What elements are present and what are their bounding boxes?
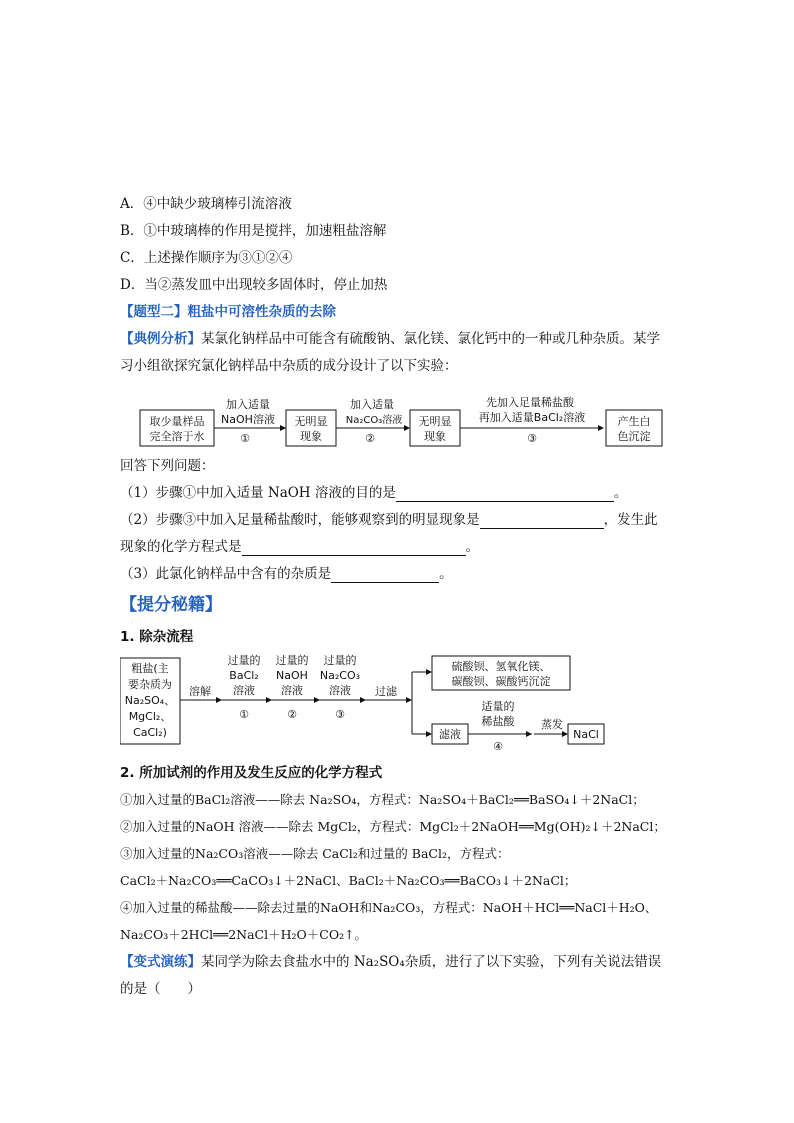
flow2-r1-step: ① bbox=[239, 708, 249, 721]
question-2-line-2 bbox=[120, 538, 479, 556]
flow2-arrowhead-filtrate bbox=[426, 731, 432, 737]
flow1-box1-line2: 完全溶于水 bbox=[149, 430, 205, 443]
question-2-line2-end: 。 bbox=[465, 539, 479, 555]
question-1-text: （1）步骤①中加入适量 NaOH 溶液的目的是 bbox=[120, 485, 396, 501]
flow1-box3-line1: 无明显 bbox=[418, 415, 452, 428]
example-text-1: 某氯化钠样品中可能含有硫酸钠、氯化镁、氯化钙中的一种或几种杂质。某学 bbox=[201, 331, 660, 347]
answer-blank-3[interactable] bbox=[242, 541, 466, 556]
flow1-arrow1-line1: 加入适量 bbox=[226, 398, 270, 411]
option-a: A．④中缺少玻璃棒引流溶液 bbox=[120, 196, 292, 212]
option-c: C．上述操作顺序为③①②④ bbox=[120, 250, 293, 266]
flow2-precip-line2: 碳酸钡、碳酸钙沉淀 bbox=[451, 675, 551, 688]
subheading-1: 1. 除杂流程 bbox=[120, 629, 194, 645]
practice-text-2: 的是（ ） bbox=[120, 981, 201, 997]
flow2-r3-line1: 过量的 bbox=[323, 654, 357, 667]
flow2-r3-line2: Na₂CO₃ bbox=[319, 669, 361, 682]
example-paragraph-line-1 bbox=[120, 330, 660, 348]
equation-line-1: ①加入过量的BaCl₂溶液——除去 Na₂SO₄，方程式：Na₂SO₄＋BaCl₂══BaSO₄↓＋2NaCl； bbox=[120, 792, 645, 807]
question-2-mid: ，发生此 bbox=[603, 512, 658, 528]
question-3 bbox=[120, 565, 453, 583]
question-3-text: （3）此氯化钠样品中含有的杂质是 bbox=[120, 566, 332, 582]
flow1-arrowhead-1 bbox=[280, 425, 286, 431]
question-2-text: （2）步骤③中加入足量稀盐酸时，能够观察到的明显现象是 bbox=[120, 512, 480, 528]
practice-tag: 【变式演练】 bbox=[120, 954, 201, 970]
flow2-nacl: NaCl bbox=[573, 728, 599, 741]
practice-line-1 bbox=[120, 953, 661, 971]
flow2-r3-step: ③ bbox=[335, 708, 345, 721]
flow2-precip-line1: 硫酸钡、氢氧化镁、 bbox=[451, 660, 551, 673]
flow2-r1-line2: BaCl₂ bbox=[229, 669, 259, 682]
flow2-r2-line2: NaOH bbox=[276, 669, 308, 682]
flow2-arrowhead-r3 bbox=[360, 697, 366, 703]
flow2-dissolve: 溶解 bbox=[189, 685, 211, 698]
answer-intro: 回答下列问题： bbox=[120, 458, 215, 474]
flow2-r1-line3: 溶液 bbox=[233, 684, 255, 697]
equation-line-6: Na₂CO₃＋2HCl══2NaCl＋H₂O＋CO₂↑。 bbox=[120, 927, 368, 942]
equation-line-5: ④加入过量的稀盐酸——除去过量的NaOH和Na₂CO₃，方程式：NaOH＋HCl══NaCl＋H₂O、 bbox=[120, 900, 658, 915]
flow2-filter: 过滤 bbox=[375, 685, 397, 698]
flow1-box4-line2: 色沉淀 bbox=[617, 430, 651, 443]
flow1-arrow3-line1: 先加入足量稀盐酸 bbox=[486, 396, 574, 409]
equation-line-2: ②加入过量的NaOH 溶液——除去 MgCl₂，方程式：MgCl₂＋2NaOH══Mg(OH)₂↓＋2NaCl； bbox=[120, 819, 666, 834]
practice-text-1: 某同学为除去食盐水中的 Na₂SO₄杂质，进行了以下实验，下列有关说法错误 bbox=[201, 954, 662, 970]
flow2-arrowhead-r1 bbox=[266, 697, 272, 703]
flow2-crude-line5: CaCl₂) bbox=[133, 726, 167, 739]
question-3-end: 。 bbox=[439, 566, 453, 582]
question-2 bbox=[120, 511, 658, 529]
flow1-box2-line1: 无明显 bbox=[294, 415, 328, 428]
flow2-r2-step: ② bbox=[287, 708, 297, 721]
question-2-line2-text: 现象的化学方程式是 bbox=[120, 539, 242, 555]
flow2-crude-line3: Na₂SO₄、 bbox=[124, 694, 176, 707]
flow2-arrowhead-acid bbox=[526, 731, 532, 737]
flow1-arrow2-line1: 加入适量 bbox=[350, 398, 394, 411]
subheading-2: 2. 所加试剂的作用及发生反应的化学方程式 bbox=[120, 765, 383, 781]
flow1-box4-line1: 产生白 bbox=[617, 415, 651, 428]
flow2-arrowhead-evap bbox=[562, 731, 568, 737]
experiment-flow-diagram bbox=[120, 392, 680, 454]
flow2-arrowhead-filter bbox=[406, 697, 412, 703]
flow2-acid-step: ④ bbox=[493, 740, 503, 752]
purification-flow-diagram bbox=[120, 652, 610, 752]
flow1-box2-line2: 现象 bbox=[300, 430, 322, 443]
answer-blank-2[interactable] bbox=[480, 514, 604, 529]
flow2-arrowhead-dissolve bbox=[216, 697, 222, 703]
flow1-arrow3-step: ③ bbox=[527, 432, 537, 445]
tips-title: 【提分秘籍】 bbox=[120, 595, 222, 615]
example-tag: 【典例分析】 bbox=[120, 331, 201, 347]
flow2-filtrate: 滤液 bbox=[439, 728, 461, 741]
flow2-r1-line1: 过量的 bbox=[227, 654, 261, 667]
example-text-2: 习小组欲探究氯化钠样品中杂质的成分设计了以下实验： bbox=[120, 358, 458, 374]
flow1-arrow2-line2: Na₂CO₃溶液 bbox=[345, 415, 403, 426]
flow2-r3-line3: 溶液 bbox=[329, 684, 351, 697]
flow1-arrowhead-2 bbox=[404, 425, 410, 431]
flow2-acid-line2: 稀盐酸 bbox=[481, 715, 515, 728]
flow1-box1-line1: 取少量样品 bbox=[149, 415, 205, 428]
flow1-arrow2-step: ② bbox=[365, 432, 375, 445]
option-d: D．当②蒸发皿中出现较多固体时，停止加热 bbox=[120, 277, 388, 293]
flow2-r2-line1: 过量的 bbox=[275, 654, 309, 667]
flow2-evap: 蒸发 bbox=[541, 718, 563, 731]
flow1-arrow1-step: ① bbox=[240, 432, 250, 445]
flow1-box3-line2: 现象 bbox=[424, 430, 446, 443]
flow2-crude-line4: MgCl₂、 bbox=[128, 710, 172, 723]
section-title-2: 【题型二】粗盐中可溶性杂质的去除 bbox=[120, 304, 336, 320]
flow2-crude-line2: 要杂质为 bbox=[128, 678, 172, 691]
equation-line-3: ③加入过量的Na₂CO₃溶液——除去 CaCl₂和过量的 BaCl₂，方程式： bbox=[120, 846, 510, 861]
option-b: B．①中玻璃棒的作用是搅拌，加速粗盐溶解 bbox=[120, 223, 387, 239]
flow1-arrow3-line2: 再加入适量BaCl₂溶液 bbox=[478, 411, 586, 424]
flow2-arrowhead-r2 bbox=[314, 697, 320, 703]
question-1-end: 。 bbox=[613, 485, 628, 501]
answer-blank-1[interactable] bbox=[396, 487, 614, 502]
equation-line-4: CaCl₂＋Na₂CO₃══CaCO₃↓＋2NaCl、BaCl₂＋Na₂CO₃══BaCO₃↓＋2NaCl； bbox=[120, 873, 577, 888]
flow1-arrowhead-3 bbox=[598, 425, 604, 431]
answer-blank-4[interactable] bbox=[331, 568, 439, 583]
flow2-r2-line3: 溶液 bbox=[281, 684, 303, 697]
flow2-crude-line1: 粗盐(主 bbox=[131, 662, 169, 675]
question-1 bbox=[120, 484, 627, 502]
flow2-acid-line1: 适量的 bbox=[481, 700, 515, 713]
flow1-arrow1-line2: NaOH溶液 bbox=[221, 413, 275, 426]
flow2-arrowhead-precip bbox=[426, 669, 432, 675]
